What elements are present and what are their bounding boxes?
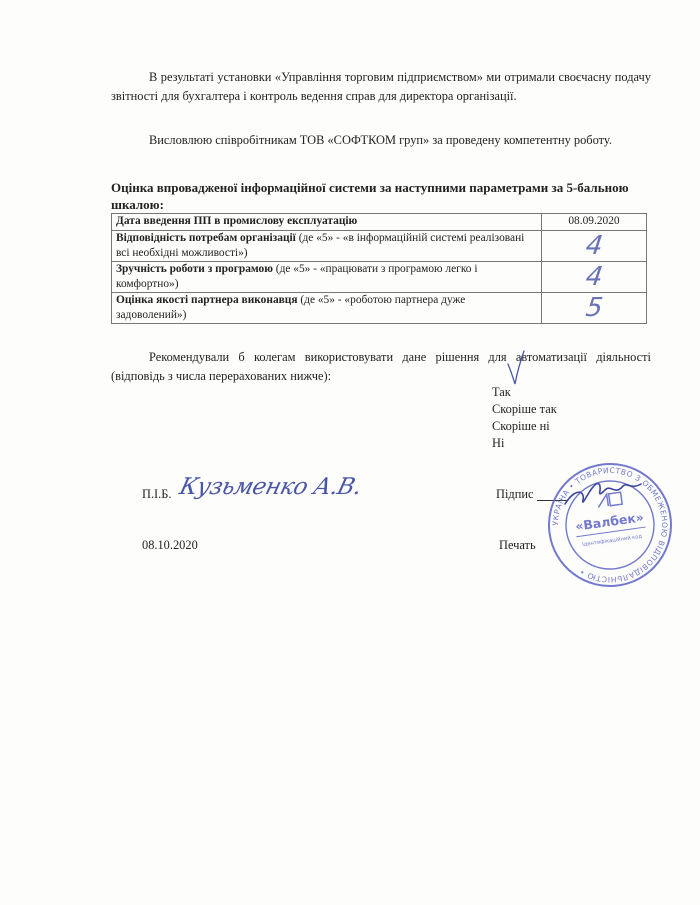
intro-paragraph-thanks: Висловлюю співробітникам ТОВ «СОФТКОМ груп» за проведену компетентну роботу. xyxy=(149,133,612,147)
option-rather-yes: Скоріше так xyxy=(492,402,557,416)
criterion-label: Дата введення ПП в промислову експлуатацію xyxy=(116,215,358,227)
criterion-note: (де «5» - «працювати з програмою легко і комфортно») xyxy=(116,263,478,290)
criterion-label: Зручність роботи з програмою xyxy=(116,263,273,275)
table-row xyxy=(112,231,647,262)
table-row xyxy=(112,293,647,324)
recommendation-text: Рекомендували б колегам використовувати дане рішення для автоматизації діяльності (відповідь з числа перерахованих нижче): xyxy=(111,350,651,383)
handwritten-score: 4 xyxy=(583,231,605,261)
option-rather-no: Скоріше ні xyxy=(492,419,550,433)
full-name-label: П.І.Б. xyxy=(142,487,172,501)
criterion-note: (де «5» - «в інформаційній системі реалізовані всі необхідні можливості») xyxy=(116,232,525,259)
answer-options xyxy=(492,384,557,452)
value-cell xyxy=(542,293,647,324)
intro-paragraph-results: В результаті установки «Управління торговим підприємством» ми отримали своєчасну подачу звітності для бухгалтера і контроль ведення справ для директора організації. xyxy=(111,70,651,103)
table-row xyxy=(112,214,647,231)
seal-label: Печать xyxy=(499,538,536,552)
seal-company-name: «Валбек» xyxy=(574,509,645,534)
evaluation-table xyxy=(111,213,647,324)
handwritten-score: 4 xyxy=(583,262,605,292)
company-seal-icon xyxy=(545,460,675,590)
option-yes: Так xyxy=(492,385,511,399)
commissioning-date: 08.09.2020 xyxy=(568,215,620,227)
criterion-cell xyxy=(112,262,542,293)
value-cell xyxy=(542,231,647,262)
handwritten-score: 5 xyxy=(583,293,605,323)
evaluation-heading: Оцінка впровадженої інформаційної системи за наступними параметрами за 5-бальною шкалою: xyxy=(111,180,629,212)
option-no: Ні xyxy=(492,436,505,450)
value-cell xyxy=(542,262,647,293)
table-row xyxy=(112,262,647,293)
criterion-cell xyxy=(112,293,542,324)
handwritten-name: Кузьменко А.В. xyxy=(176,474,365,500)
checkmark-icon xyxy=(506,350,526,386)
criterion-cell xyxy=(112,214,542,231)
value-cell xyxy=(542,214,647,231)
criterion-label: Відповідність потребам організації xyxy=(116,232,296,244)
criterion-cell xyxy=(112,231,542,262)
seal-ring-text: УКРАЇНА • ТОВАРИСТВО З ОБМЕЖЕНОЮ ВІДПОВІДАЛЬНІСТЮ • xyxy=(550,465,670,585)
criterion-note: (де «5» - «роботою партнера дуже задоволений») xyxy=(116,294,466,321)
seal-code-label: Ідентифікаційний код xyxy=(581,533,643,549)
document-date: 08.10.2020 xyxy=(142,538,198,552)
criterion-label: Оцінка якості партнера виконавця xyxy=(116,294,298,306)
signature-label: Підпис xyxy=(496,487,534,501)
